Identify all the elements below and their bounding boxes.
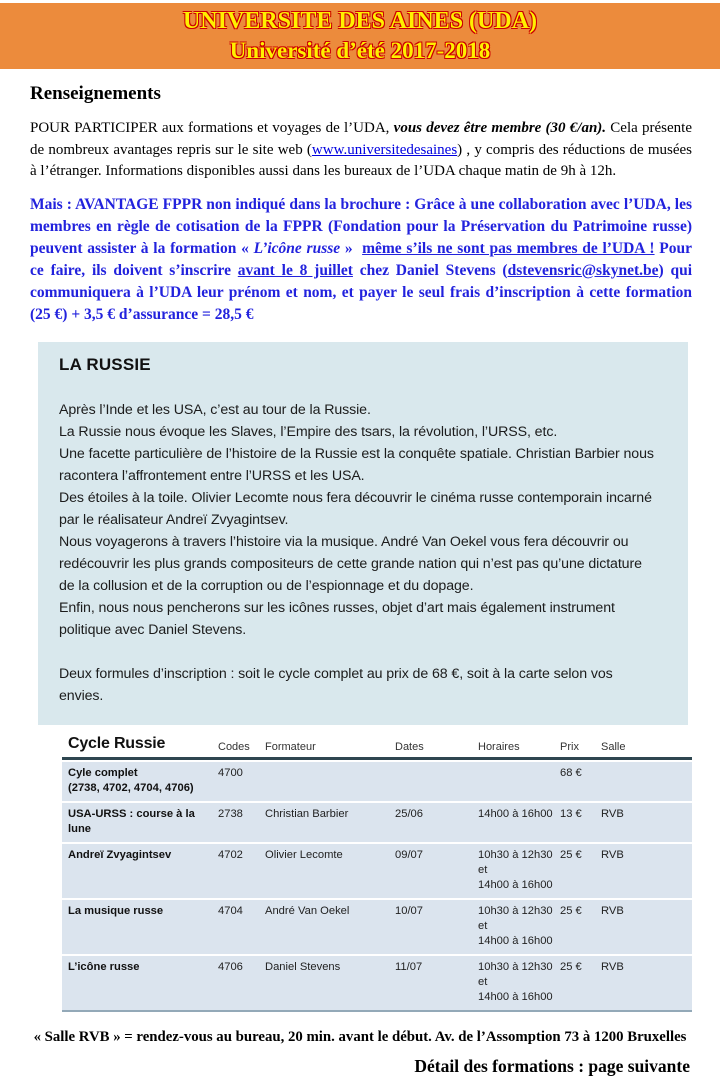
row-code: 4700 (218, 766, 243, 779)
paragraph-spacer (59, 641, 654, 663)
row-salle: RVB (601, 807, 624, 820)
table-title: Cycle Russie (68, 734, 166, 752)
advantage-text-2: » (340, 239, 363, 257)
column-header-horaires: Horaires (478, 740, 520, 753)
row-horaires: 14h00 à 16h00 (478, 807, 553, 820)
row-horaires-2: 14h00 à 16h00 (478, 990, 553, 1003)
intro-text-3: ) , y compris des réductions de musées à l’étranger. Informations disponibles aussi dans les bureaux de l’UDA chaque matin de 9h à 12h. (30, 141, 692, 179)
table-row (62, 956, 692, 1010)
row-prix: 25 € (560, 904, 582, 917)
row-formateur: Daniel Stevens (265, 960, 341, 973)
row-code: 4706 (218, 960, 243, 973)
column-header-prix: Prix (560, 740, 579, 753)
row-formateur: Christian Barbier (265, 807, 349, 820)
website-link[interactable]: www.universitedesaines (311, 141, 458, 158)
column-header-formateur: Formateur (265, 740, 316, 753)
row-salle: RVB (601, 904, 624, 917)
section-title-renseignements: Renseignements (30, 83, 161, 104)
russie-paragraph-6: Enfin, nous nous pencherons sur les icônes russes, objet d’art mais également instrument politique avec Daniel Stevens. (59, 599, 615, 638)
row-salle: RVB (601, 960, 624, 973)
next-page-note: Détail des formations : page suivante (414, 1055, 690, 1076)
column-header-dates: Dates (395, 740, 424, 753)
row-name: USA-URSS : course à la lune (68, 807, 195, 835)
russie-paragraph-3: Une facette particulière de l’histoire de la Russie est la conquête spatiale. Christian Barbier nous racontera l’affrontement entre l’URSS et les USA. (59, 445, 654, 484)
email-link[interactable]: dstevensric@skynet.be (507, 261, 659, 279)
row-name: L’icône russe (68, 960, 140, 973)
row-horaires: 10h30 à 12h30 et (478, 848, 553, 876)
row-name: Andreï Zvyagintsev (68, 848, 172, 861)
russie-pricing-paragraph: Deux formules d’inscription : soit le cycle complet au prix de 68 €, soit à la carte selon vos envies. (59, 665, 613, 704)
advantage-text-4: chez Daniel Stevens ( (352, 261, 508, 279)
row-formateur: Olivier Lecomte (265, 848, 343, 861)
la-russie-title: LA RUSSIE (59, 354, 151, 374)
russie-paragraph-2: La Russie nous évoque les Slaves, l’Empire des tsars, la révolution, l’URSS, etc. (59, 423, 558, 440)
row-horaires: 10h30 à 12h30 et (478, 904, 553, 932)
fppr-advantage-paragraph (30, 194, 692, 326)
table-row (62, 844, 692, 898)
column-header-salle: Salle (601, 740, 626, 753)
document-page (0, 3, 720, 1076)
row-date: 11/07 (395, 960, 423, 973)
intro-text-2: Cela présente de nombreux avantages repris sur le site web ( (30, 120, 692, 158)
row-prix: 13 € (560, 807, 582, 820)
row-date: 25/06 (395, 807, 423, 820)
row-code: 4704 (218, 904, 243, 917)
university-title: UNIVERSITE DES AINES (UDA) (182, 8, 538, 34)
row-prix: 25 € (560, 848, 582, 861)
advantage-text-3: Pour ce faire, ils doivent s’inscrire (30, 239, 692, 279)
header-banner (0, 3, 720, 69)
row-formateur: André Van Oekel (265, 904, 350, 917)
row-horaires: 10h30 à 12h30 et (478, 960, 553, 988)
table-row (62, 900, 692, 954)
la-russie-panel (38, 342, 688, 725)
row-prix: 68 € (560, 766, 582, 779)
table-row (62, 803, 692, 842)
membership-emphasis: vous devez être membre (30 €/an). (393, 120, 607, 136)
deadline-underline: avant le 8 juillet (237, 261, 353, 279)
row-date: 09/07 (395, 848, 423, 861)
intro-paragraph (30, 118, 692, 183)
cycle-russie-table (62, 735, 692, 1012)
row-date: 10/07 (395, 904, 423, 917)
advantage-text-1: Mais : AVANTAGE FPPR non indiqué dans la brochure : Grâce à une collaboration avec l’UDA, les membres en règle de cotisation de la FPPR (Fondation pour la Préservation du Patrimoine russe) peuvent assister à la formation « (30, 195, 692, 257)
row-prix: 25 € (560, 960, 582, 973)
course-name-italic: L’icône russe (253, 239, 341, 257)
row-code: 2738 (218, 807, 243, 820)
row-name-codes: (2738, 4702, 4704, 4706) (68, 781, 194, 794)
row-salle: RVB (601, 848, 624, 861)
salle-rvb-note: « Salle RVB » = rendez-vous au bureau, 20 min. avant le début. Av. de l’Assomption 73 à 1200 Bruxelles (33, 1028, 687, 1045)
row-horaires-2: 14h00 à 16h00 (478, 934, 553, 947)
table-header-row (62, 735, 692, 760)
table-row (62, 762, 692, 801)
banner-subtitle: Université d’été 2017-2018 (229, 38, 491, 63)
russie-paragraph-4: Des étoiles à la toile. Olivier Lecomte nous fera découvrir le cinéma russe contemporain incarné par le réalisateur Andreï Zvyagintsev. (59, 489, 652, 528)
non-member-underline: même s’ils ne sont pas membres de l’UDA ! (362, 239, 655, 257)
column-header-codes: Codes (218, 740, 250, 753)
russie-paragraph-5: Nous voyagerons à travers l’histoire via la musique. André Van Oekel vous fera découvrir ou redécouvrir les plus grands compositeurs de cette grande nation qui n’est pas qu’une dictature de la collusion et de la corruption ou de l’espionnage et du dopage. (59, 533, 642, 594)
row-name: La musique russe (68, 904, 164, 917)
row-horaires-2: 14h00 à 16h00 (478, 878, 553, 891)
intro-text-1: POUR PARTICIPER aux formations et voyages de l’UDA, (30, 120, 394, 136)
russie-paragraph-1: Après l’Inde et les USA, c’est au tour de la Russie. (59, 401, 371, 418)
row-code: 4702 (218, 848, 243, 861)
advantage-text-5: ) qui communiquera à l’UDA leur prénom et nom, et payer le seul frais d’inscription à cette formation (25 €) + 3,5 € d’assurance = 28,5 € (30, 261, 693, 323)
row-name: Cyle complet (68, 766, 138, 779)
